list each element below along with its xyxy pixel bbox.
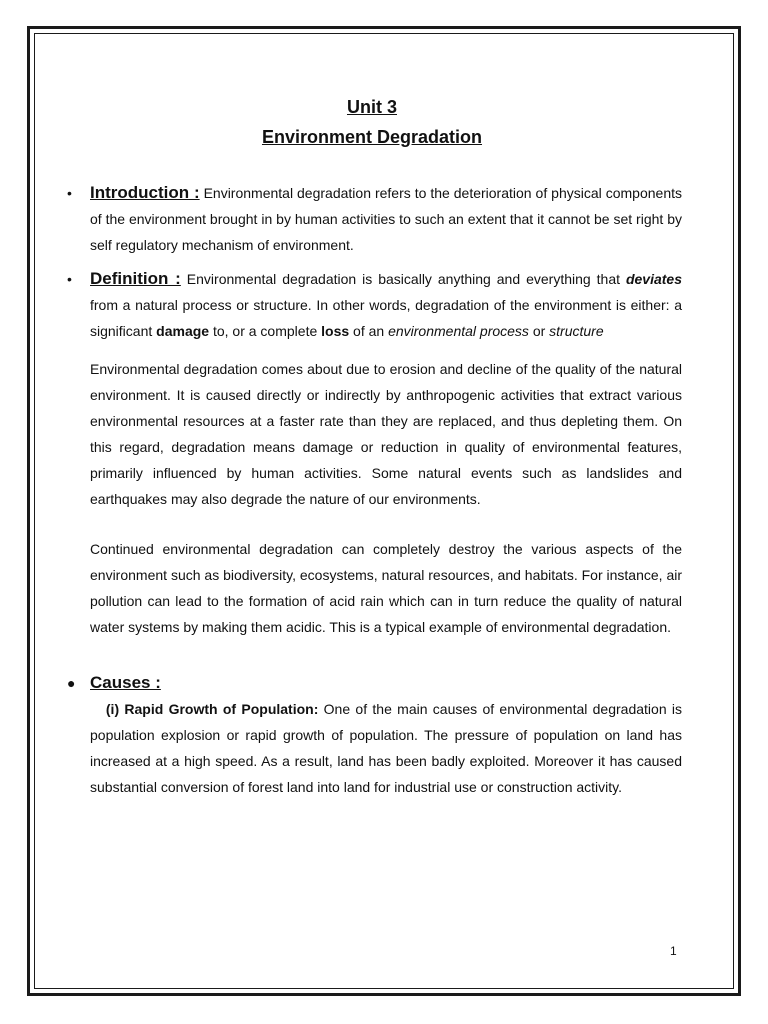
definition-emphasis-process: environmental process (388, 323, 529, 339)
body-paragraph-1: Environmental degradation comes about due to erosion and decline of the quality of the natural environment. It is caused directly or indirectly by anthropogenic activities that extract various environmental resources at a faster rate than they are replaced, and thus depleting them. On this regard, degradation means damage or reduction in quality of environmental features, primarily influenced by human activities. Some natural events such as landslides and earthquakes may also degrade the nature of our environments. (90, 361, 682, 507)
definition-emphasis-damage: damage (156, 323, 210, 339)
body-paragraph-2: Continued environmental degradation can completely destroy the various aspects of the environment such as biodiversity, ecosystems, natural resources, and habitats. For instance, air pollution can lead to the formation of acid rain which can in turn reduce the quality of natural water systems by making them acidic. This is a typical example of environmental degradation. (90, 541, 682, 635)
causes-item-1-label: (i) Rapid Growth of Population: (105, 701, 319, 717)
definition-text: from a natural process or structure. In other words, degradation of the environment is either: a significant (90, 297, 682, 339)
introduction-text: Environmental degradation refers to the deterioration of physical components of the environment brought in by human activities to such an extent that it cannot be set right by self regulatory mechanism of environment. (90, 185, 682, 253)
bullet-icon: • (67, 185, 72, 201)
definition-text: of an (349, 323, 389, 339)
definition-emphasis-deviates: deviates (625, 271, 683, 287)
definition-text: or (528, 323, 550, 339)
introduction-heading: Introduction : (90, 183, 200, 202)
page-number: 1 (670, 944, 677, 958)
causes-item-1-text: One of the main causes of environmental degradation is population explosion or rapid growth of population. The pressure of population on land has increased at a high speed. As a result, land has been badly exploited. Moreover it has caused substantial conversion of forest land into land for industrial use or construction activity. (90, 701, 683, 795)
definition-heading: Definition : (90, 269, 181, 288)
bullet-icon: ● (67, 675, 76, 691)
causes-heading: Causes : (90, 673, 161, 692)
introduction-paragraph (90, 180, 682, 258)
causes-section (62, 670, 682, 800)
document-title: Environment Degradation (261, 127, 483, 147)
definition-emphasis-loss: loss (321, 323, 350, 339)
unit-title: Unit 3 (346, 97, 397, 117)
definition-text: Environmental degradation is basically anything and everything that (180, 271, 626, 287)
bullet-icon: • (67, 271, 72, 287)
introduction-section (62, 180, 682, 258)
page-content (62, 92, 682, 800)
definition-emphasis-structure: structure (549, 323, 604, 339)
definition-section (62, 266, 682, 344)
definition-paragraph (90, 266, 682, 344)
causes-item-1 (90, 696, 682, 800)
definition-text: to, or a complete (209, 323, 322, 339)
